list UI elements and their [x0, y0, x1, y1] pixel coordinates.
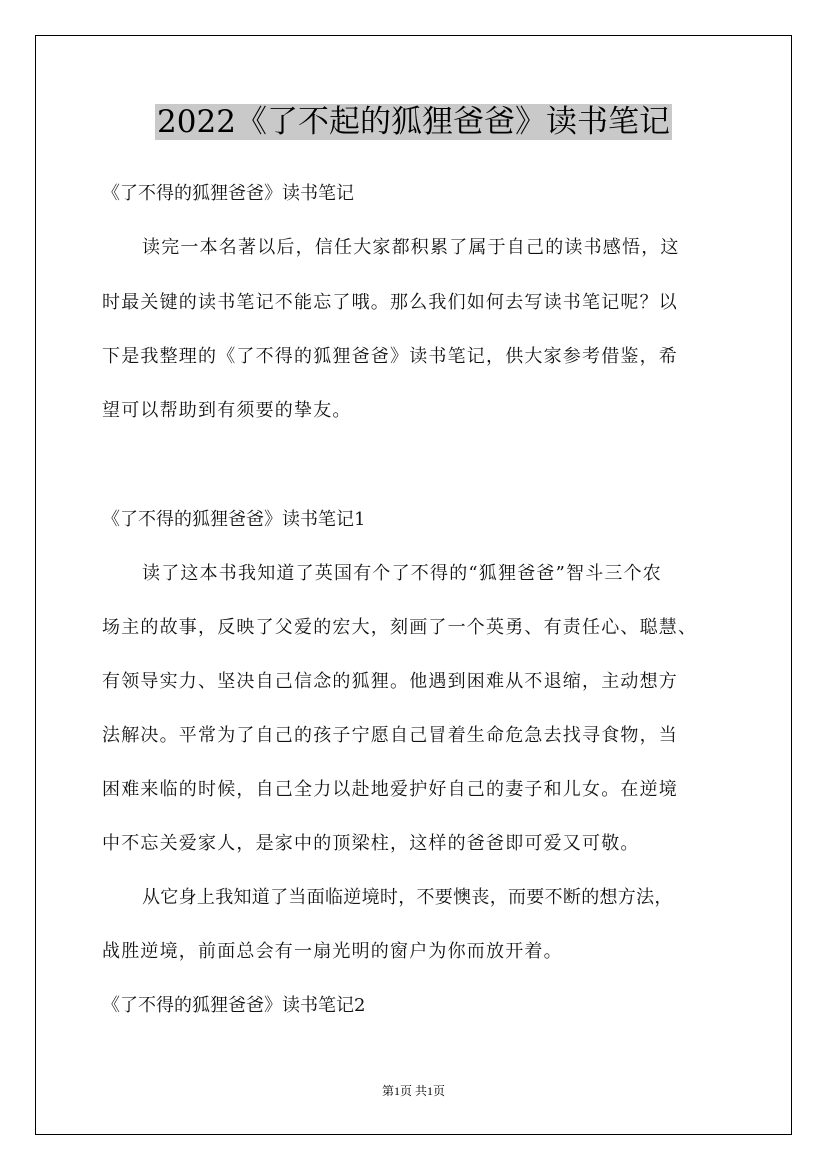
- section-1-line: 中不忘关爱家人，是家中的顶梁柱，这样的爸爸即可爱又可敬。: [102, 833, 640, 854]
- section-1-heading: 《了不得的狐狸爸爸》读书笔记1: [102, 509, 366, 530]
- section-1-line: 困难来临的时候，自己全力以赴地爱护好自己的妻子和儿女。在逆境: [102, 779, 678, 800]
- intro-line: 下是我整理的《了不得的狐狸爸爸》读书笔记，供大家参考借鉴，希: [102, 346, 678, 367]
- section-2-heading: 《了不得的狐狸爸爸》读书笔记2: [102, 995, 366, 1016]
- section-1-line: 从它身上我知道了当面临逆境时，不要懊丧，而要不断的想方法，: [142, 887, 673, 908]
- intro-line: 时最关键的读书笔记不能忘了哦。那么我们如何去写读书笔记呢？以: [102, 292, 678, 313]
- section-1-line: 场主的故事，反映了父爱的宏大，刻画了一个英勇、有责任心、聪慧、: [102, 617, 698, 638]
- document-title: 2022《了不起的狐狸爸爸》读书笔记: [157, 104, 670, 140]
- section-1-line: 有领导实力、坚决自己信念的狐狸。他遇到困难从不退缩，主动想方: [102, 671, 678, 692]
- section-1-line: 读了这本书我知道了英国有个了不得的“狐狸爸爸”智斗三个农: [142, 563, 663, 584]
- section-1-line: 战胜逆境，前面总会有一扇光明的窗户为你而放开着。: [102, 941, 563, 962]
- intro-line: 读完一本名著以后，信任大家都积累了属于自己的读书感悟，这: [142, 237, 680, 258]
- intro-line: 望可以帮助到有须要的挚友。: [102, 400, 352, 421]
- section-1-line: 法解决。平常为了自己的孩子宁愿自己冒着生命危急去找寻食物，当: [102, 725, 678, 746]
- document-subtitle: 《了不得的狐狸爸爸》读书笔记: [102, 183, 354, 204]
- page-footer: 第1页 共1页: [381, 1084, 445, 1098]
